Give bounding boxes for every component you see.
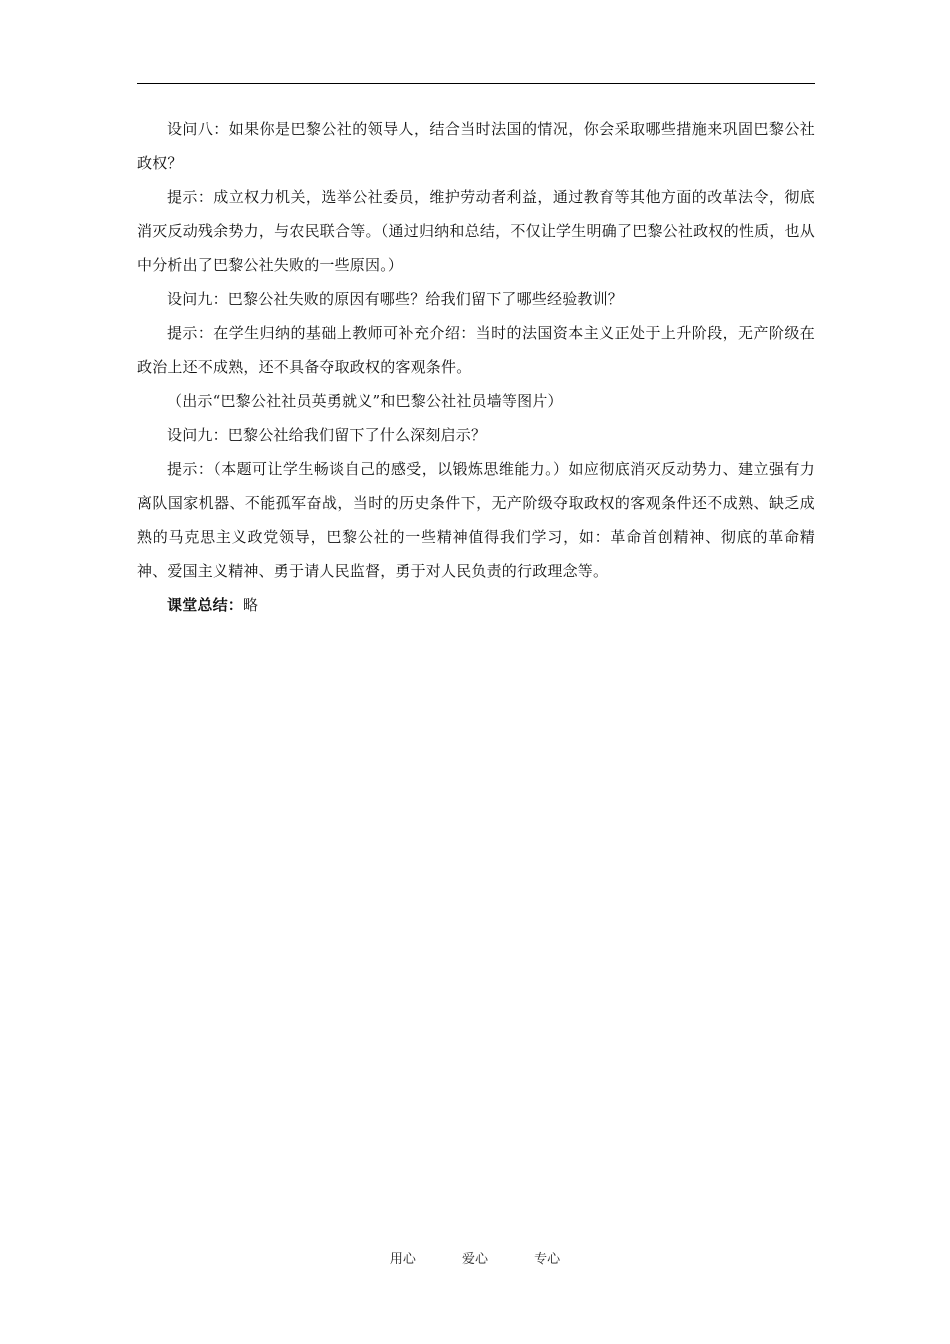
header-rule bbox=[137, 83, 815, 84]
footer-item: 专心 bbox=[534, 1252, 561, 1267]
page-footer bbox=[0, 1248, 950, 1267]
paragraph-summary bbox=[137, 588, 815, 622]
paragraph-hint-9b: 提示：（本题可让学生畅谈自己的感受，以锻炼思维能力。）如应彻底消灭反动势力、建立强有力离队国家机器、不能孤军奋战，当时的历史条件下，无产阶级夺取政权的客观条件还不成熟、缺乏成熟的马克思主义政党领导，巴黎公社的一些精神值得我们学习，如：革命首创精神、彻底的革命精神、爱国主义精神、勇于请人民监督，勇于对人民负责的行政理念等。 bbox=[137, 460, 815, 580]
paragraph-hint-8: 提示：成立权力机关，选举公社委员，维护劳动者利益，通过教育等其他方面的改革法令，彻底消灭反动残余势力，与农民联合等。（通过归纳和总结，不仅让学生明确了巴黎公社政权的性质，也从中分析出了巴黎公社失败的一些原因。） bbox=[137, 188, 815, 274]
summary-label: 课堂总结： bbox=[167, 596, 244, 614]
document-body bbox=[137, 112, 815, 622]
footer-item: 爱心 bbox=[461, 1252, 488, 1267]
paragraph-question-9: 设问九：巴黎公社失败的原因有哪些？给我们留下了哪些经验教训？ bbox=[167, 290, 624, 308]
paragraph-show-pictures: （出示“巴黎公社社员英勇就义”和巴黎公社社员墙等图片） bbox=[167, 392, 563, 410]
paragraph-question-8: 设问八：如果你是巴黎公社的领导人，结合当时法国的情况，你会采取哪些措施来巩固巴黎公社政权？ bbox=[137, 120, 815, 172]
paragraph-question-9b: 设问九：巴黎公社给我们留下了什么深刻启示？ bbox=[167, 426, 487, 444]
footer-item: 用心 bbox=[389, 1252, 416, 1267]
summary-text: 略 bbox=[243, 596, 259, 614]
paragraph-hint-9: 提示：在学生归纳的基础上教师可补充介绍：当时的法国资本主义正处于上升阶段，无产阶级在政治上还不成熟，还不具备夺取政权的客观条件。 bbox=[137, 324, 815, 376]
